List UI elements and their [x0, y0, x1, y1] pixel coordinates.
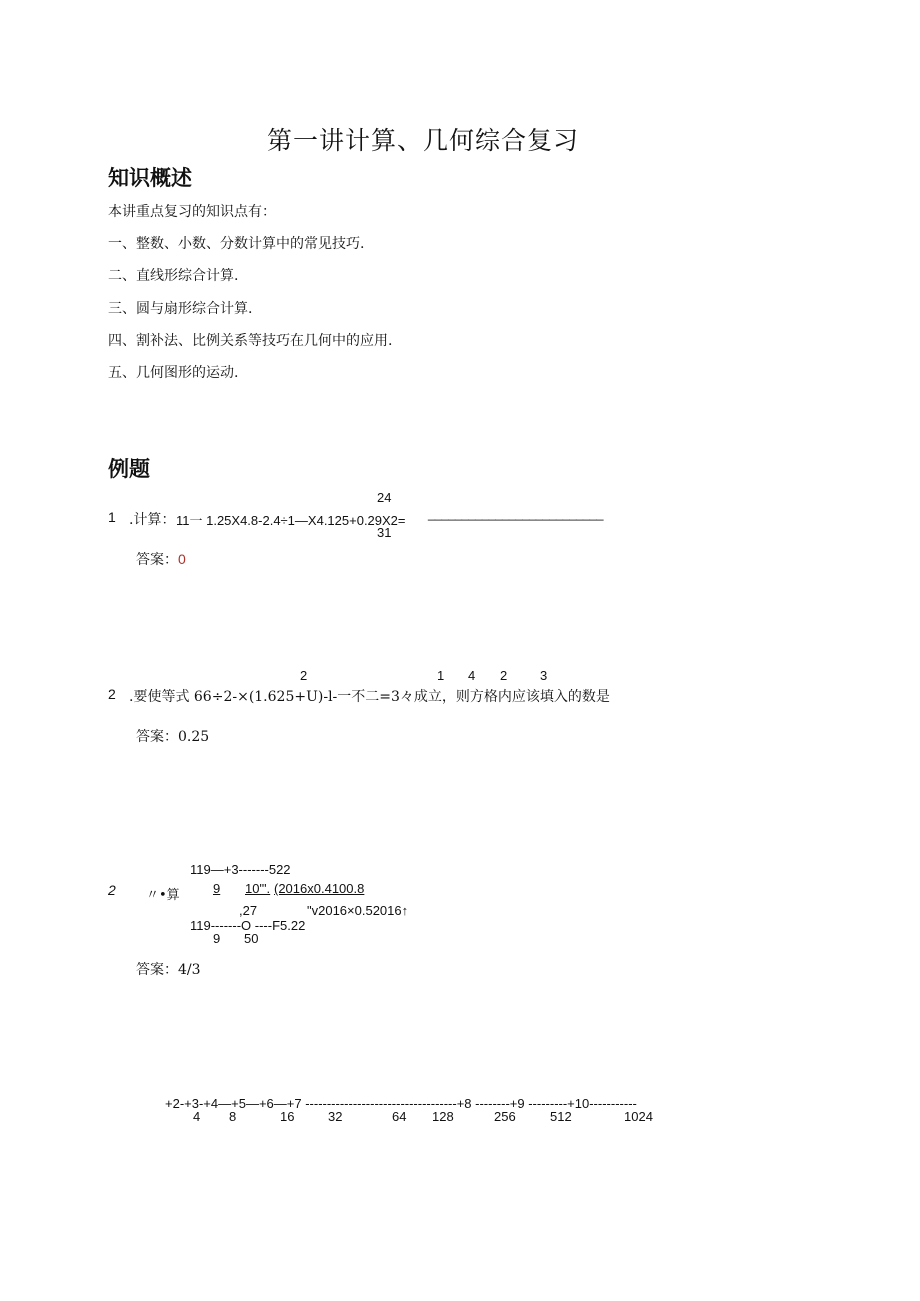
- q3-line: 9: [213, 931, 221, 946]
- overview-item: 一、整数、小数、分数计算中的常见技巧.: [108, 236, 365, 252]
- page-title: 第一讲计算、几何综合复习: [267, 126, 580, 155]
- q4-denominator: 4: [193, 1109, 201, 1124]
- q3-line: 50: [244, 931, 259, 946]
- q4-expression: +2-+3-+4—+5—+6—+7 -----------------------------------+8 --------+9 ---------+10-----------: [165, 1096, 637, 1111]
- q3-line: 9: [213, 881, 221, 896]
- q4-denominator: 256: [494, 1109, 516, 1124]
- overview-item: 二、直线形综合计算.: [108, 268, 239, 284]
- q4-denominator: 32: [328, 1109, 343, 1124]
- q1-answer-blank: __________________________: [428, 506, 603, 521]
- q2-superscript: 3: [540, 668, 548, 683]
- q4-denominator: 1024: [624, 1109, 653, 1124]
- q3-answer: 答案：4/3: [136, 962, 201, 978]
- overview-intro: 本讲重点复习的知识点有：: [108, 204, 276, 220]
- q1-expression: 11一 1.25X4.8-2.4÷1—X4.125+0.29X2=: [176, 513, 406, 528]
- q1-fraction-numerator: 24: [377, 490, 392, 505]
- q3-line: ,27: [239, 903, 258, 918]
- q2-superscript: 1: [437, 668, 445, 683]
- q1-answer-label: 答案：: [136, 552, 178, 568]
- q2-superscript: 2: [300, 668, 308, 683]
- overview-item: 五、几何图形的运动.: [108, 365, 239, 381]
- q3-line: (2016x0.4100.8: [274, 881, 365, 896]
- q1-fraction-denominator: 31: [377, 525, 392, 540]
- q3-label: 〃•算: [146, 888, 180, 903]
- q4-denominator: 16: [280, 1109, 295, 1124]
- q3-line: 10"'.: [245, 881, 271, 896]
- overview-item: 三、圆与扇形综合计算.: [108, 301, 253, 317]
- q2-superscript: 2: [500, 668, 508, 683]
- overview-item: 四、割补法、比例关系等技巧在几何中的应用.: [108, 333, 393, 349]
- q3-line: 119—+3-------522: [190, 862, 291, 877]
- q4-denominator: 512: [550, 1109, 572, 1124]
- q2-answer: 答案：0.25: [136, 729, 210, 745]
- examples-heading: 例题: [108, 457, 150, 481]
- q3-line: 119-------O ----F5.22: [190, 918, 306, 933]
- q3-line: "v2016×0.52016↑: [307, 903, 409, 918]
- q1-number: 1: [108, 509, 116, 525]
- q3-number: 2: [108, 882, 116, 898]
- q4-denominator: 8: [229, 1109, 237, 1124]
- q4-denominator: 128: [432, 1109, 454, 1124]
- q1-answer: [136, 549, 186, 569]
- q2-number: 2: [108, 686, 116, 702]
- q2-text: .要使等式 66÷2-×(1.625+U)-l-一不二=3々成立，则方格内应该填入的数是: [129, 689, 610, 705]
- overview-heading: 知识概述: [108, 166, 192, 190]
- q2-superscript: 4: [468, 668, 476, 683]
- q4-denominator: 64: [392, 1109, 407, 1124]
- q1-prefix: .计算：: [129, 512, 176, 528]
- q1-answer-value: 0: [178, 551, 186, 567]
